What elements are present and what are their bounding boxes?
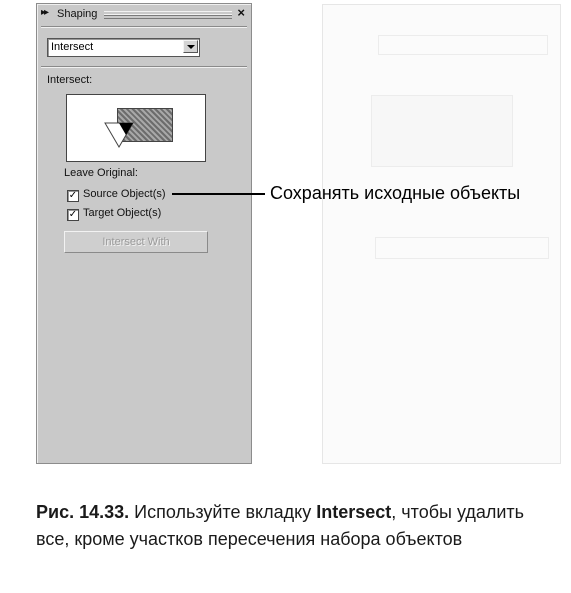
shaping-mode-select[interactable] [47,38,200,57]
bleed-preview-shape [371,95,513,167]
caption-figure-number: Рис. 14.33. [36,502,130,522]
bleed-combo-shape [378,35,548,55]
pin-icon[interactable]: ▸▸ [41,7,48,18]
leave-original-label: Leave Original: [64,167,138,179]
callout-leader-line [172,193,265,195]
shaping-docker [36,3,252,464]
docker-titlebar[interactable] [41,7,247,23]
close-icon[interactable]: × [237,5,245,20]
intersect-with-button[interactable]: Intersect With [64,231,208,253]
drag-grip[interactable] [104,11,232,16]
caption-keyword: Intersect [316,502,392,522]
divider [41,66,247,68]
bleed-button-shape [375,237,549,259]
divider [41,26,247,28]
caption-text-after: , чтобы удалить все, кроме участков пересечения набора объектов [36,502,525,549]
source-objects-label: Source Object(s) [83,188,166,200]
docker-title: Shaping [57,8,98,20]
background-bleed-panel [322,4,561,464]
target-objects-checkbox[interactable]: ✓ [68,209,78,220]
section-label: Intersect: [47,74,93,86]
caption-text-before: Используйте вкладку [129,502,317,522]
source-objects-checkbox[interactable]: ✓ [68,190,78,201]
preview-triangle-icon [103,121,137,149]
callout-label: Сохранять исходные объекты [270,183,521,203]
intersect-preview [66,94,206,162]
target-objects-label: Target Object(s) [83,207,162,219]
shaping-mode-value: Intersect [51,41,94,53]
figure-caption [36,499,536,553]
chevron-down-icon[interactable] [183,40,198,53]
